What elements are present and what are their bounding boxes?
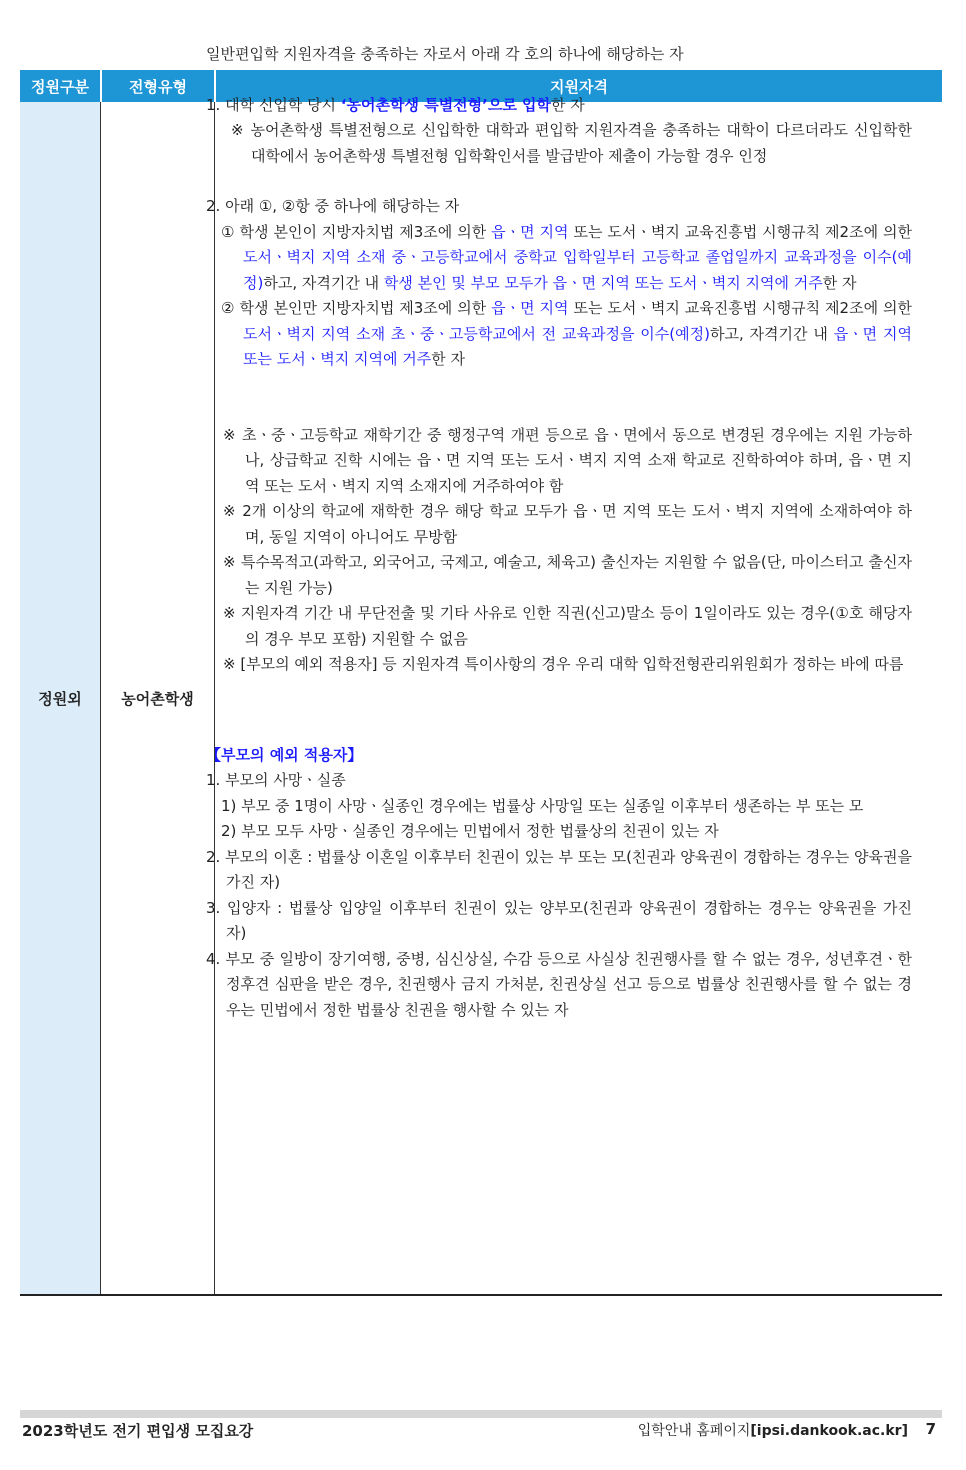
note-3: ※ 특수목적고(과학고, 외국어고, 국제고, 예술고, 체육고) 출신자는 지원할 수 없음(단, 마이스터고 출신자는 지원 가능) (223, 553, 912, 597)
item-2-title: 2. 아래 ①, ②항 중 하나에 해당하는 자 (206, 197, 460, 215)
exception-title: 【부모의 예외 적용자】 (206, 745, 363, 764)
note-2: ※ 2개 이상의 학교에 재학한 경우 해당 학교 모두가 읍ㆍ면 지역 또는 도서ㆍ벽지 지역에 소재하여야 하며, 동일 지역이 아니어도 무방함 (223, 502, 912, 546)
note-4: ※ 지원자격 기간 내 무단전출 및 기타 사유로 인한 직권(신고)말소 등이 1일이라도 있는 경우(①호 해당자의 경우 부모 포함) 지원할 수 없음 (223, 604, 912, 648)
exception-1a: 1) 부모 중 1명이 사망ㆍ실종인 경우에는 법률상 사망일 또는 실종일 이후부터 생존하는 부 또는 모 (221, 796, 864, 815)
footer-homepage-label: 입학안내 홈페이지 (637, 1423, 751, 1439)
note-5: ※ [부모의 예외 적용자] 등 지원자격 특이사항의 경우 우리 대학 입학전형관리위원회가 정하는 바에 따름 (223, 655, 904, 673)
header-type: 전형유형 (102, 70, 214, 102)
exception-1b: 2) 부모 모두 사망ㆍ실종인 경우에는 민법에서 정한 법률상의 친권이 있는 자 (221, 822, 719, 840)
type-cell: 농어촌학생 (100, 102, 215, 1294)
item-2-b: ② 학생 본인만 지방자치법 제3조에 의한 읍ㆍ면 지역 또는 도서ㆍ벽지 교육진흥법 시행규칙 제2조에 의한 도서ㆍ벽지 지역 소재 초ㆍ중ㆍ고등학교에서 전 교육과정을 이수(예정)하고, 자격기간 내 읍ㆍ면 지역 또는 도서ㆍ벽지 지역에 거주한 자 (221, 299, 912, 368)
item-1-note: ※ 농어촌학생 특별전형으로 신입학한 대학과 편입학 지원자격을 충족하는 대학이 다르더라도 신입학한 대학에서 농어촌학생 특별전형 입학확인서를 발급받아 제출이 가능할 경우 인정 (231, 121, 912, 165)
footer-title: 2023학년도 전기 편입생 모집요강 (22, 1422, 254, 1440)
footer-homepage-url[interactable]: [ipsi.dankook.ac.kr] (750, 1423, 908, 1439)
eligibility-content (206, 42, 912, 1023)
item-1: 1. 대학 신입학 당시 ‘농어촌학생 특별전형’으로 입학한 자 (206, 95, 585, 114)
quota-cell: 정원외 (20, 102, 100, 1294)
intro-text: 일반편입학 지원자격을 충족하는 자로서 아래 각 호의 하나에 해당하는 자 (206, 45, 684, 63)
page-number: 7 (925, 1420, 936, 1438)
header-quota: 정원구분 (20, 70, 100, 102)
exception-4: 4. 부모 중 일방이 장기여행, 중병, 심신상실, 수감 등으로 사실상 친권행사를 할 수 없는 경우, 성년후견ㆍ한정후견 심판을 받은 경우, 친권행사 금지 가처분, 친권상실 선고 등으로 법률상 친권행사를 할 수 없는 경우는 민법에서 정한 법률상 친권을 행사할 수 있는 자 (206, 949, 912, 1019)
exception-3: 3. 입양자 : 법률상 입양일 이후부터 친권이 있는 양부모(친권과 양육권이 경합하는 경우는 양육권을 가진 자) (206, 898, 912, 942)
item-2-a: ① 학생 본인이 지방자치법 제3조에 의한 읍ㆍ면 지역 또는 도서ㆍ벽지 교육진흥법 시행규칙 제2조에 의한 도서ㆍ벽지 지역 소재 중ㆍ고등학교에서 중학교 입학일부터 고등학교 졸업일까지 교육과정을 이수(예정)하고, 자격기간 내 학생 본인 및 부모 모두가 읍ㆍ면 지역 또는 도서ㆍ벽지 지역에 거주한 자 (221, 222, 912, 292)
table-bottom-rule (20, 1294, 942, 1296)
exception-1: 1. 부모의 사망ㆍ실종 (206, 771, 346, 789)
exception-2: 2. 부모의 이혼 : 법률상 이혼일 이후부터 친권이 있는 부 또는 모(친권과 양육권이 경합하는 경우는 양육권을 가진 자) (206, 847, 912, 891)
footer-homepage (638, 1420, 908, 1440)
footer-bar (20, 1410, 942, 1418)
note-1: ※ 초ㆍ중ㆍ고등학교 재학기간 중 행정구역 개편 등으로 읍ㆍ면에서 동으로 변경된 경우에는 지원 가능하나, 상급학교 진학 시에는 읍ㆍ면 지역 또는 도서ㆍ벽지 지역 소재 학교로 진학하여야 하며, 읍ㆍ면 지역 또는 도서ㆍ벽지 지역 소재지에 거주하여야 함 (223, 425, 912, 495)
header-eligibility: 지원자격 (216, 70, 942, 102)
